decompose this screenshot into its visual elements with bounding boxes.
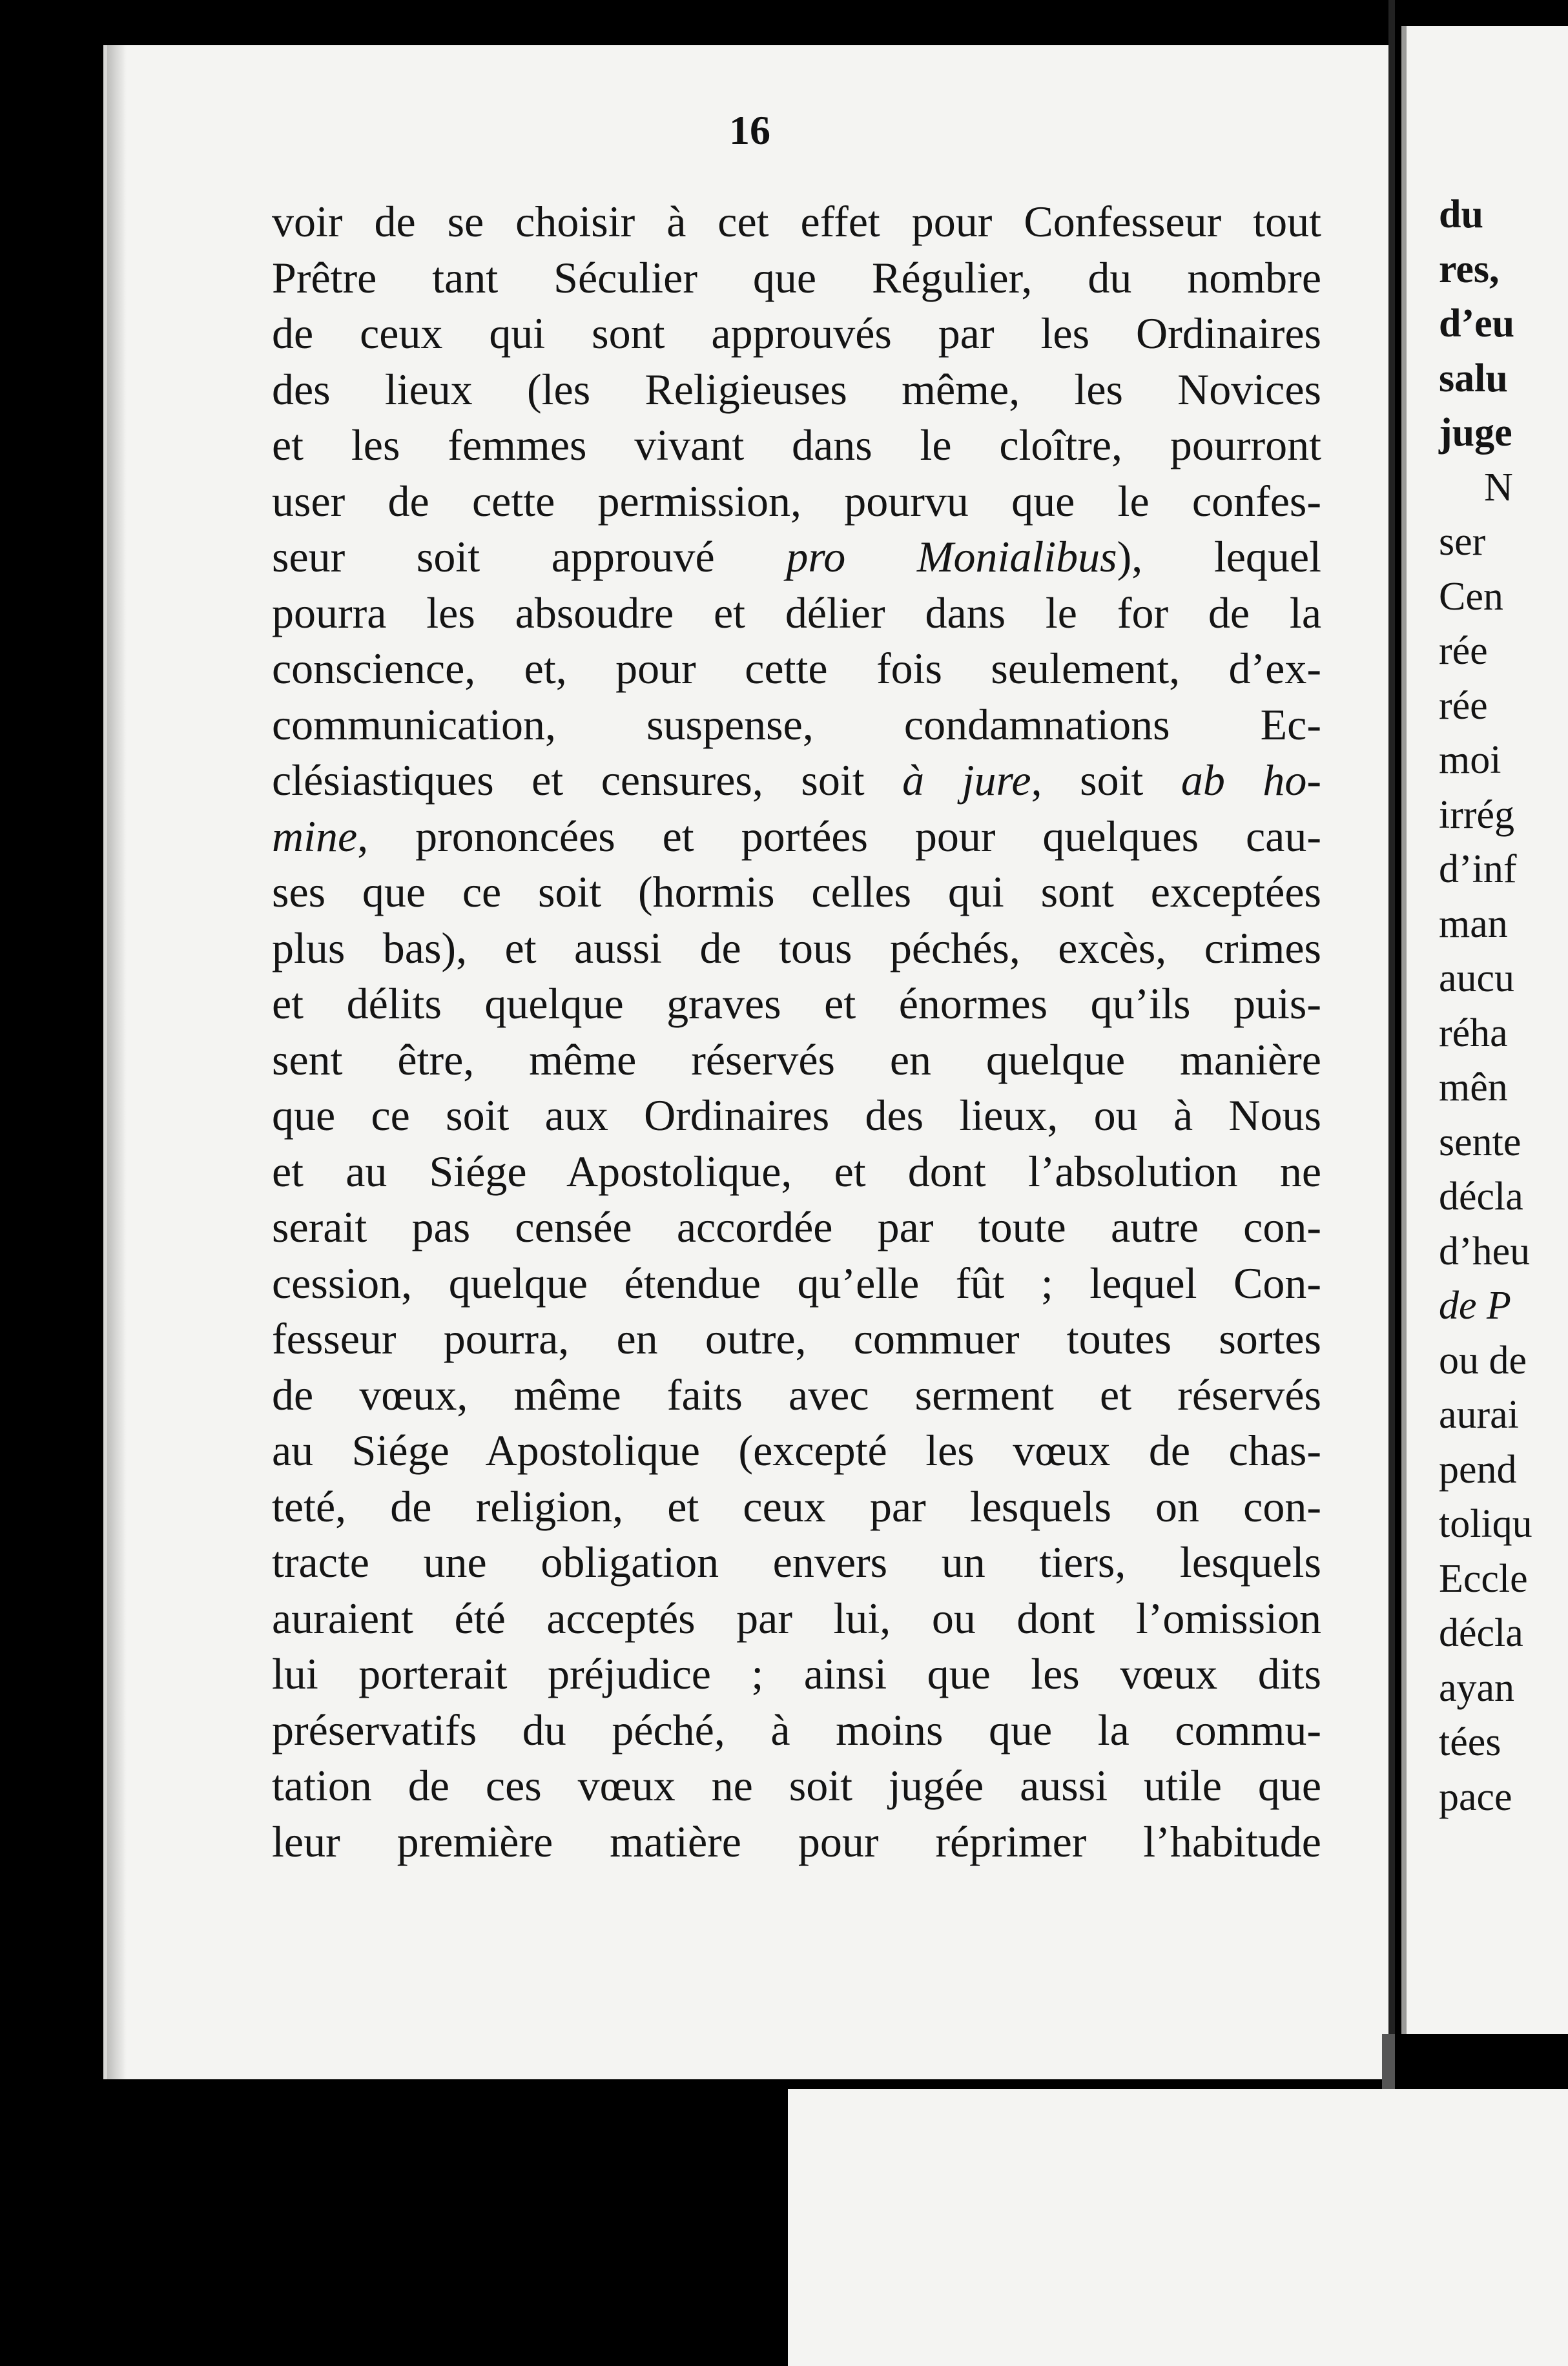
text-line <box>272 752 1321 808</box>
text-line: leur première matière pour réprimer l’habitude <box>272 1816 1321 1866</box>
text-line: et les femmes vivant dans le cloître, pourront <box>272 420 1321 469</box>
text-line: préservatifs du péché, à moins que la commu- <box>272 1705 1321 1754</box>
text-run: clésiastiques et censures, soit <box>272 756 865 805</box>
text-line: pace <box>1439 1774 1512 1819</box>
text-line: d’inf <box>1439 847 1517 891</box>
text-line: juge <box>1439 411 1512 455</box>
text-line: Cen <box>1439 574 1503 619</box>
text-line: tation de ces vœux ne soit jugée aussi utile que <box>272 1761 1321 1810</box>
page-body-text <box>272 194 1321 1869</box>
text-line: rée <box>1439 629 1488 673</box>
right-page-text <box>1439 187 1532 1824</box>
text-line <box>272 808 1321 865</box>
text-line: res, <box>1439 247 1500 291</box>
text-line: du <box>1439 192 1483 236</box>
text-line: décla <box>1439 1175 1523 1219</box>
text-line: d’eu <box>1439 302 1515 345</box>
italic-run: ab ho- <box>1181 756 1322 805</box>
left-page <box>103 45 1392 2079</box>
text-line: tées <box>1439 1720 1501 1764</box>
text-line <box>272 529 1321 585</box>
page-number: 16 <box>729 107 770 153</box>
text-line: d’heu <box>1439 1229 1531 1273</box>
italic-run: à jure <box>902 756 1031 805</box>
text-line: serait pas censée accordée par toute autre con- <box>272 1202 1321 1251</box>
text-run: , soit <box>1031 756 1144 805</box>
text-line: de P <box>1439 1284 1511 1328</box>
text-line: de vœux, même faits avec serment et réservés <box>272 1370 1321 1419</box>
text-line: communication, suspense, condamnations Ec- <box>272 699 1321 749</box>
text-line: ses que ce soit (hormis celles qui sont exceptées <box>272 867 1321 916</box>
text-line: aucu <box>1439 956 1515 1000</box>
text-line: plus bas), et aussi de tous péchés, excès, crimes <box>272 923 1321 972</box>
text-line: et délits quelque graves et énormes qu’ils puis- <box>272 979 1321 1028</box>
text-line: voir de se choisir à cet effet pour Confesseur tout <box>272 197 1321 246</box>
text-line: aurai <box>1439 1393 1519 1437</box>
text-line: décla <box>1439 1611 1523 1655</box>
text-line: moi <box>1439 738 1501 782</box>
text-line: mên <box>1439 1065 1508 1109</box>
text-run: , prononcées et portées pour quelques cau- <box>357 811 1321 861</box>
page-edge-shadow <box>107 45 127 2079</box>
text-line: lui porterait préjudice ; ainsi que les vœux dits <box>272 1649 1321 1698</box>
book-gutter <box>1388 0 1395 2366</box>
text-line: Prêtre tant Séculier que Régulier, du nombre <box>272 252 1321 302</box>
text-line: des lieux (les Religieuses même, les Novices <box>272 364 1321 414</box>
text-line: réha <box>1439 1011 1508 1055</box>
text-run: ), lequel <box>1117 532 1322 581</box>
text-line: sent être, même réservés en quelque manière <box>272 1034 1321 1084</box>
italic-run: pro Monialibus <box>786 532 1117 581</box>
text-line: ser <box>1439 520 1486 564</box>
text-line: irrég <box>1439 792 1515 837</box>
text-line: de ceux qui sont approuvés par les Ordinaires <box>272 309 1321 358</box>
text-line: au Siége Apostolique (excepté les vœux de chas- <box>272 1426 1321 1475</box>
text-line: ou de <box>1439 1338 1527 1383</box>
text-line: conscience, et, pour cette fois seulement, d’ex- <box>272 644 1321 693</box>
text-line: et au Siége Apostolique, et dont l’absolution ne <box>272 1146 1321 1196</box>
text-line: toliqu <box>1439 1502 1532 1546</box>
text-line: salu <box>1439 356 1508 400</box>
text-line: N <box>1484 465 1513 509</box>
text-line: fesseur pourra, en outre, commuer toutes sortes <box>272 1314 1321 1363</box>
text-line: sente <box>1439 1120 1522 1164</box>
text-line: auraient été acceptés par lui, ou dont l’omission <box>272 1593 1321 1643</box>
right-page-fragment <box>1401 26 1568 2034</box>
italic-run: mine <box>272 811 358 861</box>
text-line: Eccle <box>1439 1556 1528 1601</box>
text-run: seur soit approuvé <box>272 532 715 581</box>
text-line: teté, de religion, et ceux par lesquels on con- <box>272 1481 1321 1531</box>
bottom-paper-flap <box>788 2089 1568 2366</box>
text-line: man <box>1439 901 1508 946</box>
text-line: pourra les absoudre et délier dans le for de la <box>272 588 1321 637</box>
text-line: pend <box>1439 1447 1517 1492</box>
text-line: tracte une obligation envers un tiers, lesquels <box>272 1538 1321 1587</box>
text-line: ayan <box>1439 1665 1515 1710</box>
text-line: rée <box>1439 683 1488 728</box>
text-line: que ce soit aux Ordinaires des lieux, ou à Nous <box>272 1091 1321 1140</box>
text-line: cession, quelque étendue qu’elle fût ; lequel Con- <box>272 1258 1321 1308</box>
text-line: user de cette permission, pourvu que le confes- <box>272 476 1321 526</box>
